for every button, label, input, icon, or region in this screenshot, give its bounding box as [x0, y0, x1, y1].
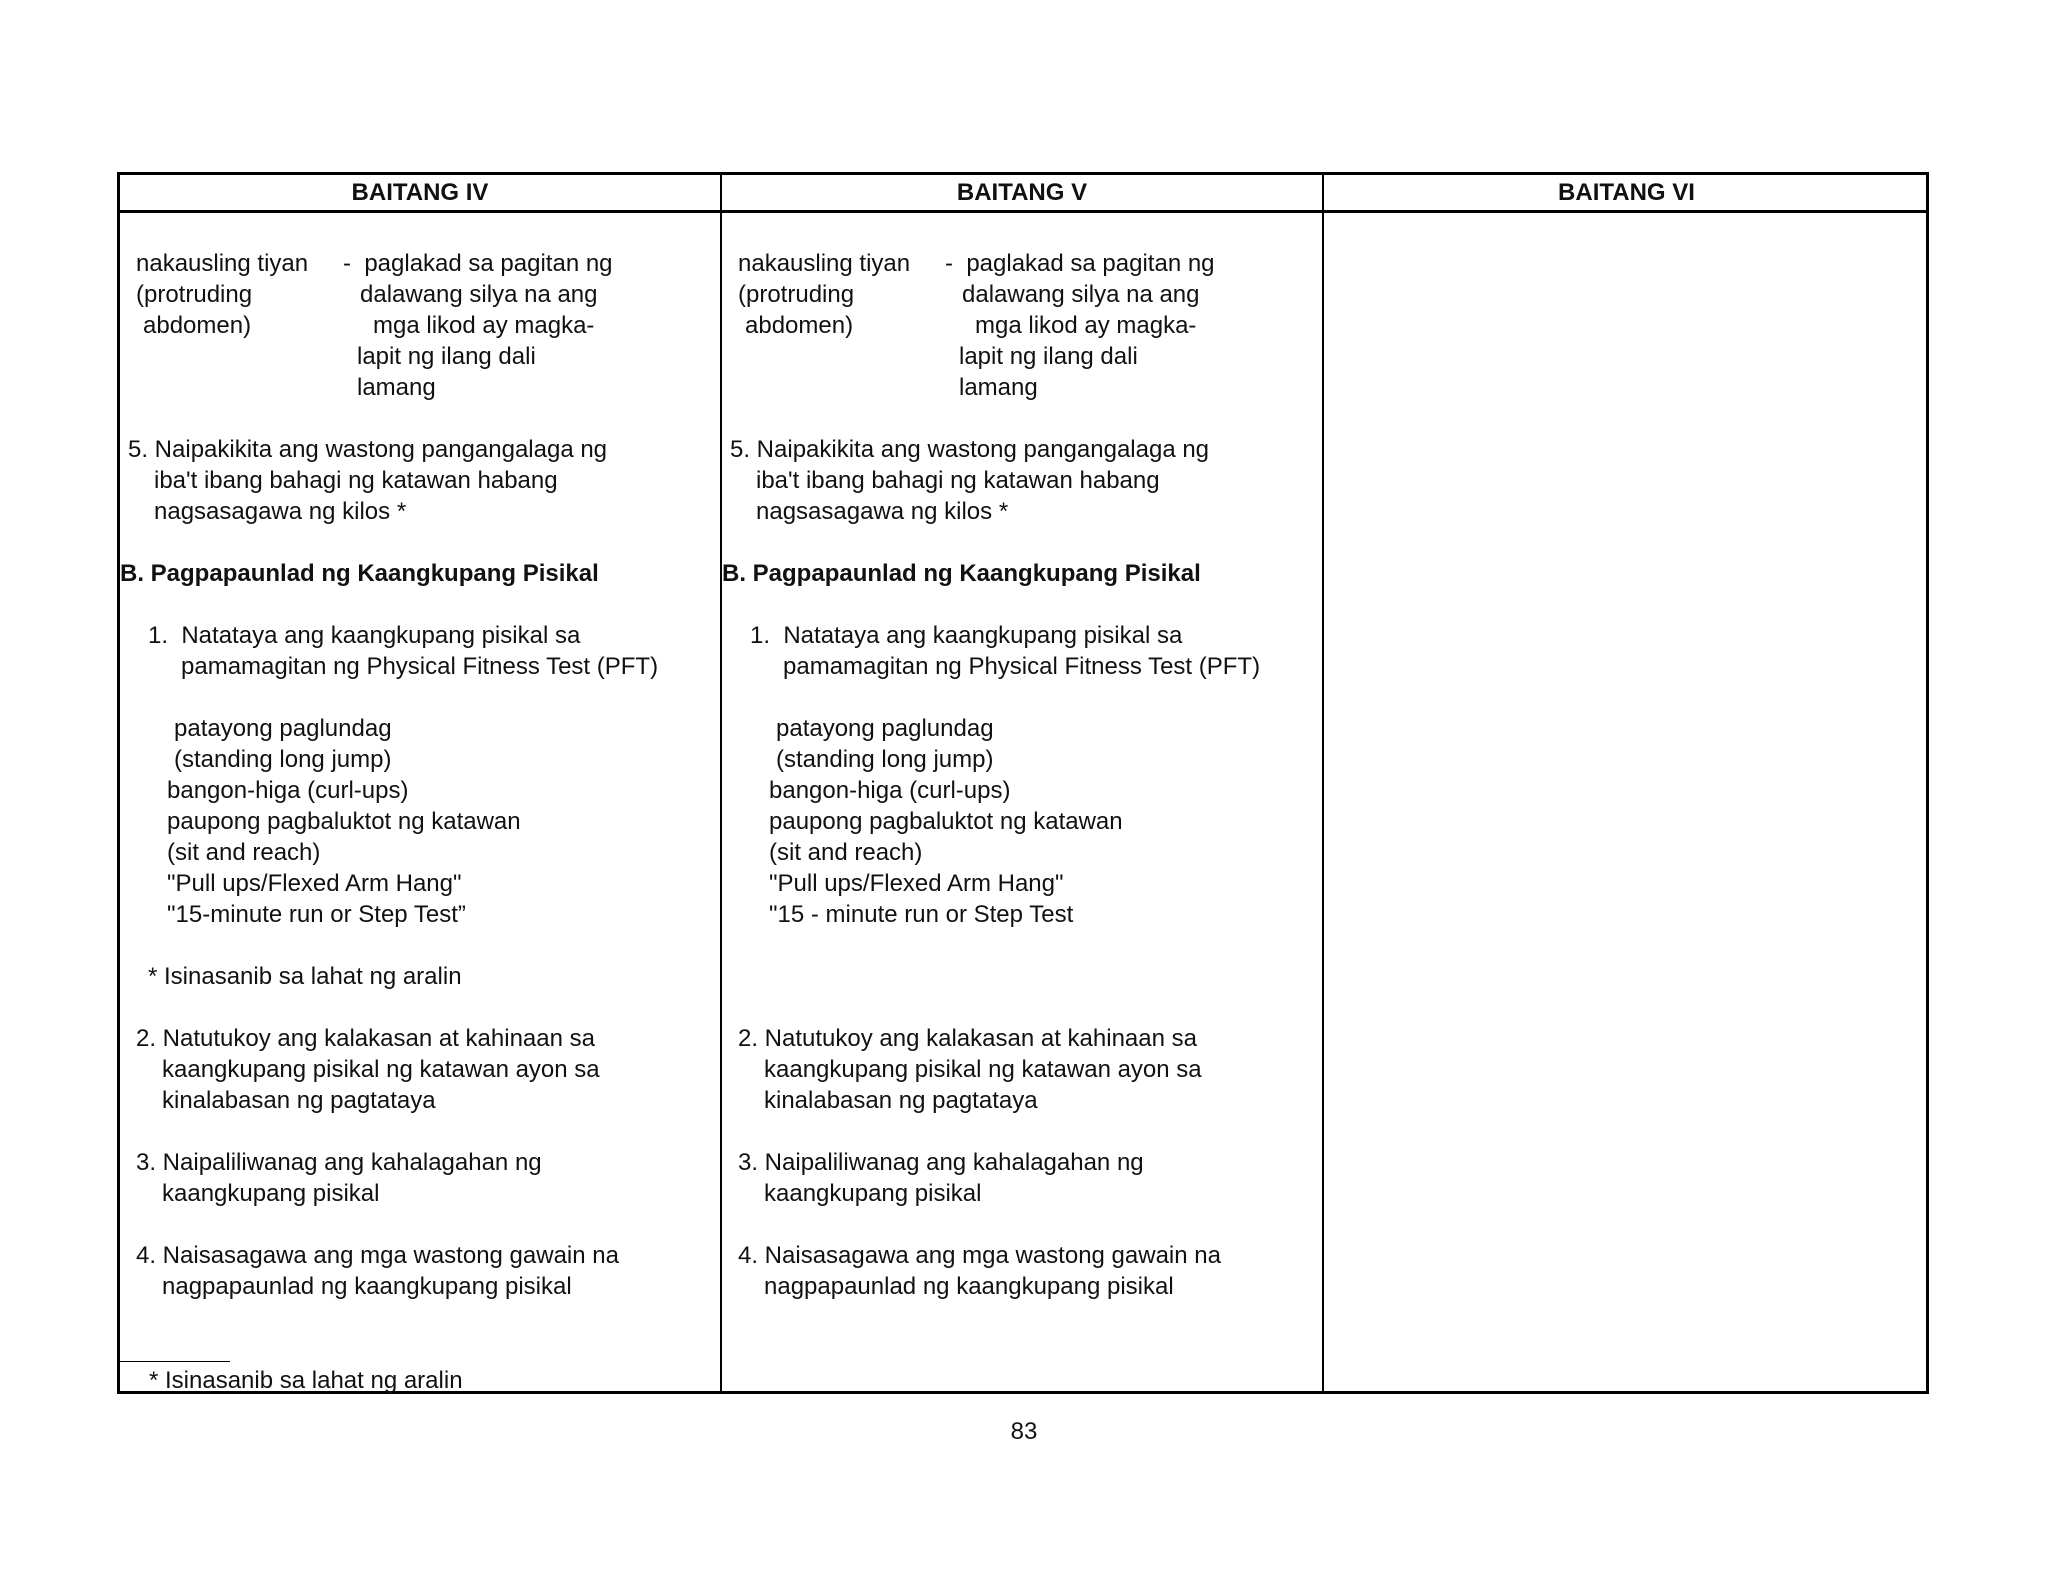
text-line: kinalabasan ng pagtataya	[764, 1087, 1038, 1114]
text-line: abdomen)	[143, 312, 252, 339]
header-baitang-vi: BAITANG VI	[1558, 179, 1695, 206]
text-line: "Pull ups/Flexed Arm Hang"	[167, 870, 462, 897]
text-line: nakausling tiyan	[136, 250, 309, 277]
column-divider	[720, 175, 722, 1391]
text-line: 1. Natataya ang kaangkupang pisikal sa	[750, 622, 1183, 649]
text-line: 2. Natutukoy ang kalakasan at kahinaan sa	[738, 1025, 1197, 1052]
curriculum-table	[117, 172, 1929, 1394]
text-line: bangon-higa (curl-ups)	[769, 777, 1011, 804]
text-line: 5. Naipakikita ang wastong pangangalaga ng	[730, 436, 1210, 463]
column-divider	[1322, 175, 1324, 1391]
text-line: kaangkupang pisikal	[764, 1180, 982, 1207]
text-line: nakausling tiyan	[738, 250, 911, 277]
text-line: 4. Naisasagawa ang mga wastong gawain na	[136, 1242, 619, 1269]
text-line: patayong paglundag	[776, 715, 994, 742]
text-line: - paglakad sa pagitan ng	[343, 250, 613, 277]
text-line: 5. Naipakikita ang wastong pangangalaga ng	[128, 436, 608, 463]
text-line: paupong pagbaluktot ng katawan	[769, 808, 1123, 835]
text-line: patayong paglundag	[174, 715, 392, 742]
text-line: kaangkupang pisikal	[162, 1180, 380, 1207]
text-line: lamang	[959, 374, 1038, 401]
text-line: nagpapaunlad ng kaangkupang pisikal	[764, 1273, 1174, 1300]
text-line: mga likod ay magka-	[975, 312, 1197, 339]
text-line: nagsasagawa ng kilos *	[154, 498, 407, 525]
text-line: paupong pagbaluktot ng katawan	[167, 808, 521, 835]
text-line: pamamagitan ng Physical Fitness Test (PFT)	[181, 653, 659, 680]
text-line: 4. Naisasagawa ang mga wastong gawain na	[738, 1242, 1221, 1269]
text-line: (sit and reach)	[167, 839, 321, 866]
text-line: dalawang silya na ang	[962, 281, 1200, 308]
text-line: 3. Naipaliliwanag ang kahalagahan ng	[738, 1149, 1144, 1176]
text-line: nagsasagawa ng kilos *	[756, 498, 1009, 525]
text-line: iba't ibang bahagi ng katawan habang	[756, 467, 1160, 494]
text-line: lapit ng ilang dali	[357, 343, 536, 370]
text-line: 2. Natutukoy ang kalakasan at kahinaan sa	[136, 1025, 595, 1052]
text-line: kaangkupang pisikal ng katawan ayon sa	[162, 1056, 600, 1083]
text-line: "15-minute run or Step Test”	[167, 901, 466, 928]
text-line: (standing long jump)	[776, 746, 994, 773]
header-divider	[120, 210, 1926, 213]
text-line: iba't ibang bahagi ng katawan habang	[154, 467, 558, 494]
note-text: * Isinasanib sa lahat ng aralin	[148, 963, 462, 990]
page-number: 83	[1010, 1418, 1038, 1445]
text-line: 3. Naipaliliwanag ang kahalagahan ng	[136, 1149, 542, 1176]
text-line: lapit ng ilang dali	[959, 343, 1138, 370]
text-line: kaangkupang pisikal ng katawan ayon sa	[764, 1056, 1202, 1083]
header-baitang-v: BAITANG V	[956, 179, 1088, 206]
section-heading: B. Pagpapaunlad ng Kaangkupang Pisikal	[120, 560, 599, 587]
text-line: dalawang silya na ang	[360, 281, 598, 308]
text-line: (sit and reach)	[769, 839, 923, 866]
footnote-rule	[120, 1361, 230, 1362]
header-baitang-iv: BAITANG IV	[351, 179, 489, 206]
text-line: - paglakad sa pagitan ng	[945, 250, 1215, 277]
text-line: 1. Natataya ang kaangkupang pisikal sa	[148, 622, 581, 649]
text-line: (protruding	[136, 281, 253, 308]
text-line: lamang	[357, 374, 436, 401]
section-heading: B. Pagpapaunlad ng Kaangkupang Pisikal	[722, 560, 1201, 587]
text-line: (standing long jump)	[174, 746, 392, 773]
text-line: mga likod ay magka-	[373, 312, 595, 339]
text-line: bangon-higa (curl-ups)	[167, 777, 409, 804]
text-line: "15 - minute run or Step Test	[769, 901, 1074, 928]
text-line: nagpapaunlad ng kaangkupang pisikal	[162, 1273, 572, 1300]
text-line: "Pull ups/Flexed Arm Hang"	[769, 870, 1064, 897]
text-line: pamamagitan ng Physical Fitness Test (PFT)	[783, 653, 1261, 680]
text-line: (protruding	[738, 281, 855, 308]
footnote-text: * Isinasanib sa lahat ng aralin	[149, 1367, 463, 1394]
text-line: abdomen)	[745, 312, 854, 339]
text-line: kinalabasan ng pagtataya	[162, 1087, 436, 1114]
